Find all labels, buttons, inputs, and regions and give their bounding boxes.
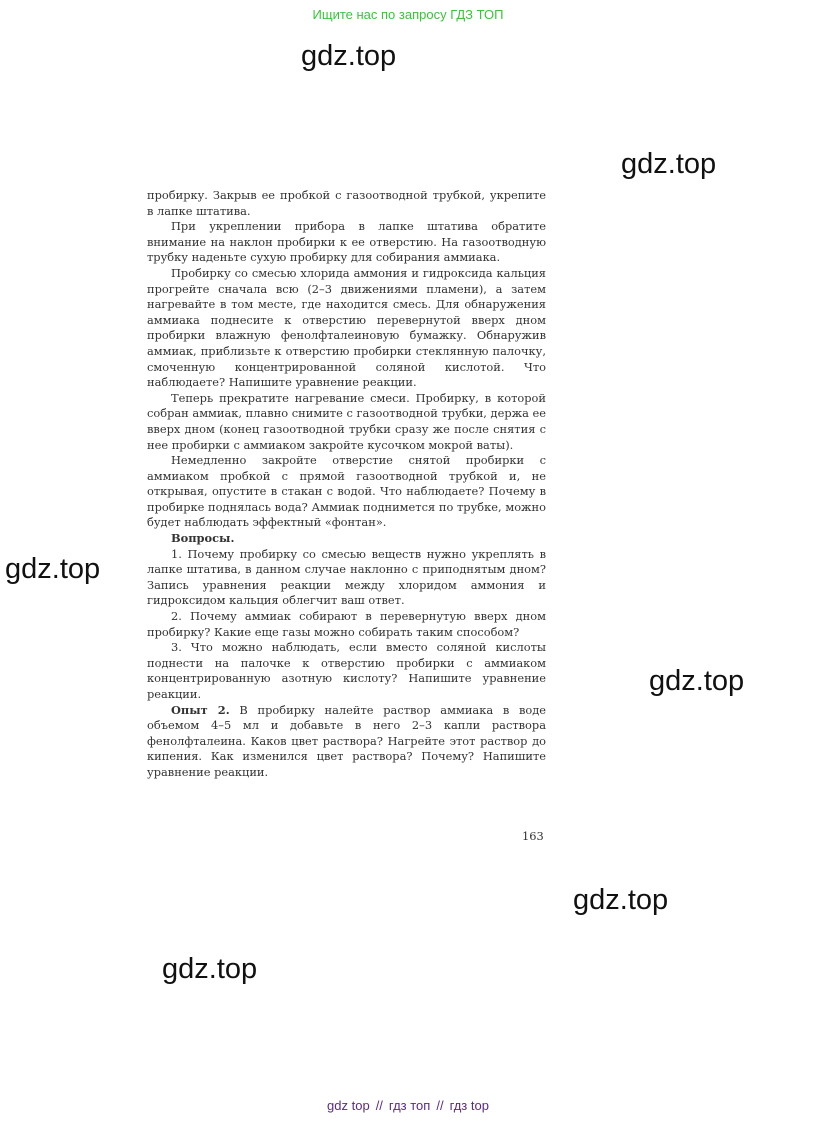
paragraph: При укреплении прибора в лапке штатива обратите внимание на наклон пробирки к ее отверстию. На газоотводную трубку наденьте сухую пробирку для собирания аммиака. <box>147 219 546 265</box>
paragraph: Немедленно закройте отверстие снятой пробирки с аммиаком пробкой с прямой газоотводной трубкой и, не открывая, опустите в стакан с водой. Что наблюдаете? Почему в пробирке поднялась вода? Аммиак поднимется по трубке, можно будет наблюдать эффектный «фонтан». <box>147 453 546 530</box>
question: 1. Почему пробирку со смесью веществ нужно укреплять в лапке штатива, в данном случае наклонно с приподнятым дном? Запись уравнения реакции между хлоридом аммония и гидроксидом кальция облегчит ваш ответ. <box>147 546 546 608</box>
question: 2. Почему аммиак собирают в перевернутую вверх дном пробирку? Какие еще газы можно собирать таким способом? <box>147 609 546 639</box>
watermark: gdz.top <box>573 884 669 916</box>
watermark: gdz.top <box>649 665 745 697</box>
experiment-paragraph <box>147 703 546 781</box>
watermark: gdz.top <box>301 40 397 72</box>
paragraph: Теперь прекратите нагревание смеси. Пробирку, в которой собран аммиак, плавно снимите с газоотводной трубки, держа ее вверх дном (конец газоотводной трубки сразу же после снятия с нее пробирки с аммиаком закройте кусочком мокрой ваты). <box>147 390 546 452</box>
watermark: gdz.top <box>5 553 101 585</box>
questions-heading: Вопросы. <box>171 531 235 546</box>
footer-separator: // <box>375 1098 383 1113</box>
top-banner[interactable]: Ищите нас по запросу ГДЗ ТОП <box>312 7 504 22</box>
footer-link[interactable]: гдз топ <box>388 1098 431 1113</box>
experiment-label: Опыт 2. <box>171 702 230 717</box>
paragraph: пробирку. Закрыв ее пробкой с газоотводной трубкой, укрепите в лапке штатива. <box>147 188 546 218</box>
page-text <box>147 188 546 781</box>
experiment-text: В пробирку налейте раствор аммиака в воде объемом 4–5 мл и добавьте в него 2–3 капли раствора фенолфталеина. Каков цвет раствора? Нагрейте этот раствор до кипения. Как изменился цвет раствора? Почему? Напишите уравнение реакции. <box>147 702 546 779</box>
watermark: gdz.top <box>162 953 258 985</box>
question: 3. Что можно наблюдать, если вместо соляной кислоты поднести на палочке к отверстию пробирки с аммиаком концентрированную азотную кислоту? Напишите уравнение реакции. <box>147 640 546 701</box>
paragraph: Пробирку со смесью хлорида аммония и гидроксида кальция прогрейте сначала всю (2–3 движениями пламени), а затем нагревайте в том месте, где находится смесь. Для обнаружения аммиака поднесите к отверстию перевернутой вверх дном пробирки влажную фенолфталеиновую бумажку. Обнаружив аммиак, приблизьте к отверстию пробирки стеклянную палочку, смоченную концентрированной соляной кислотой. Что наблюдаете? Напишите уравнение реакции. <box>147 265 546 390</box>
footer-link[interactable]: gdz top <box>327 1098 370 1113</box>
footer <box>0 1098 816 1113</box>
page-number: 163 <box>522 829 544 843</box>
watermark: gdz.top <box>621 148 717 180</box>
footer-link[interactable]: гдз top <box>449 1098 489 1113</box>
footer-separator: // <box>436 1098 444 1113</box>
